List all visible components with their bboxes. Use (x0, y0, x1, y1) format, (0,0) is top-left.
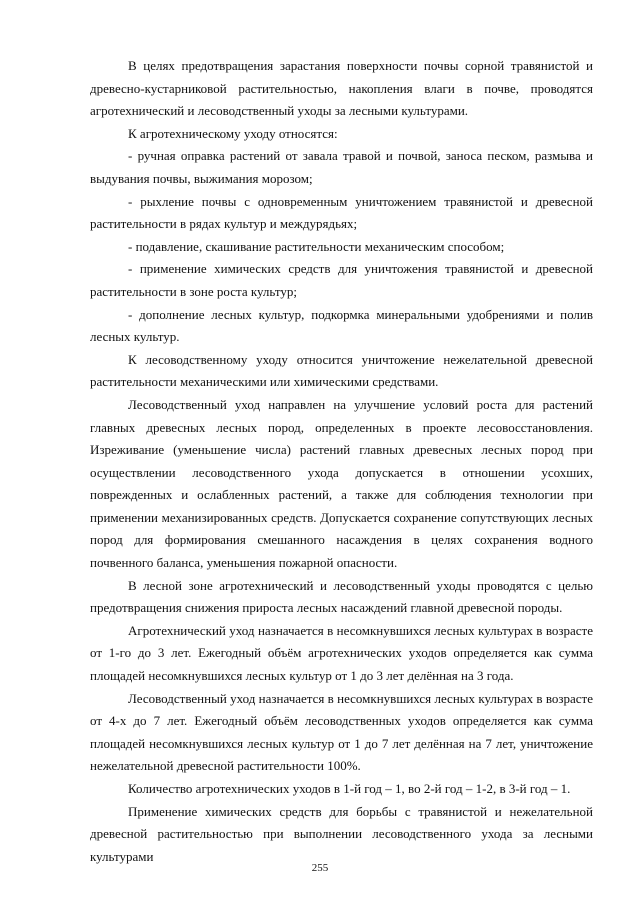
list-item: - рыхление почвы с одновременным уничтожением травянистой и древесной растительности в рядах культур и междурядьях; (90, 193, 593, 232)
paragraph: В лесной зоне агротехнический и лесоводственный уходы проводятся с целью предотвращения снижения прироста лесных насаждений главной древесной породы. (90, 577, 593, 616)
paragraph: К агротехническому уходу относятся: (128, 125, 338, 141)
paragraph: Агротехнический уход назначается в несомкнувшихся лесных культурах в возрасте от 1-го до 3 лет. Ежегодный объём агротехнических уходов определяется как сумма площадей несомкнувшихся лесных культур от 1 до 3 лет делённая на 3 года. (90, 622, 593, 684)
list-item: - дополнение лесных культур, подкормка минеральными удобрениями и полив лесных культур. (90, 306, 593, 345)
paragraph: К лесоводственному уходу относится уничтожение нежелательной древесной растительности механическими или химическими средствами. (90, 351, 593, 390)
list-item: - применение химических средств для уничтожения травянистой и древесной растительности в зоне роста культур; (90, 261, 593, 299)
list-item: - ручная оправка растений от завала травой и почвой, заноса песком, размыва и выдувания почвы, выжимания морозом; (90, 148, 593, 186)
page-number: 255 (311, 862, 329, 874)
paragraph: В целях предотвращения зарастания поверхности почвы сорной травянистой и древесно-кустарниковой растительностью, накопления влаги в почве, проводятся агротехнический и лесоводственный уходы за лесными культурами. (90, 58, 593, 119)
paragraph: Лесоводственный уход направлен на улучшение условий роста для растений главных древесных лесных пород, определенных в проекте лесовосстановления. Изреживание (уменьшение числа) растений главных древесных лесных пород при осуществлении лесоводственного ухода допускается в отношении усохших, поврежденных и ослабленных растений, а также для соблюдения технологии при применении механизированных средств. Допускается сохранение сопутствующих лесных пород для формирования смешанного насаждения в целях сохранения водного почвенного баланса, уменьшения пожарной опасности. (90, 396, 593, 571)
paragraph: Количество агротехнических уходов в 1-й год – 1, во 2-й год – 1-2, в 3-й год – 1. (128, 781, 571, 796)
paragraph: Применение химических средств для борьбы с травянистой и нежелательной древесной растительностью при выполнении лесоводственного ухода за лесными культурами (90, 803, 593, 864)
paragraph: Лесоводственный уход назначается в несомкнувшихся лесных культурах в возрасте от 4-х до 7 лет. Ежегодный объём лесоводственных уходов определяется как сумма площадей несомкнувшихся лесных культур от 1 до 7 лет делённая на 7 лет, уничтожение нежелательной древесной растительности 100%. (90, 690, 593, 774)
document-body (90, 55, 593, 868)
list-item: - подавление, скашивание растительности механическим способом; (128, 238, 505, 254)
